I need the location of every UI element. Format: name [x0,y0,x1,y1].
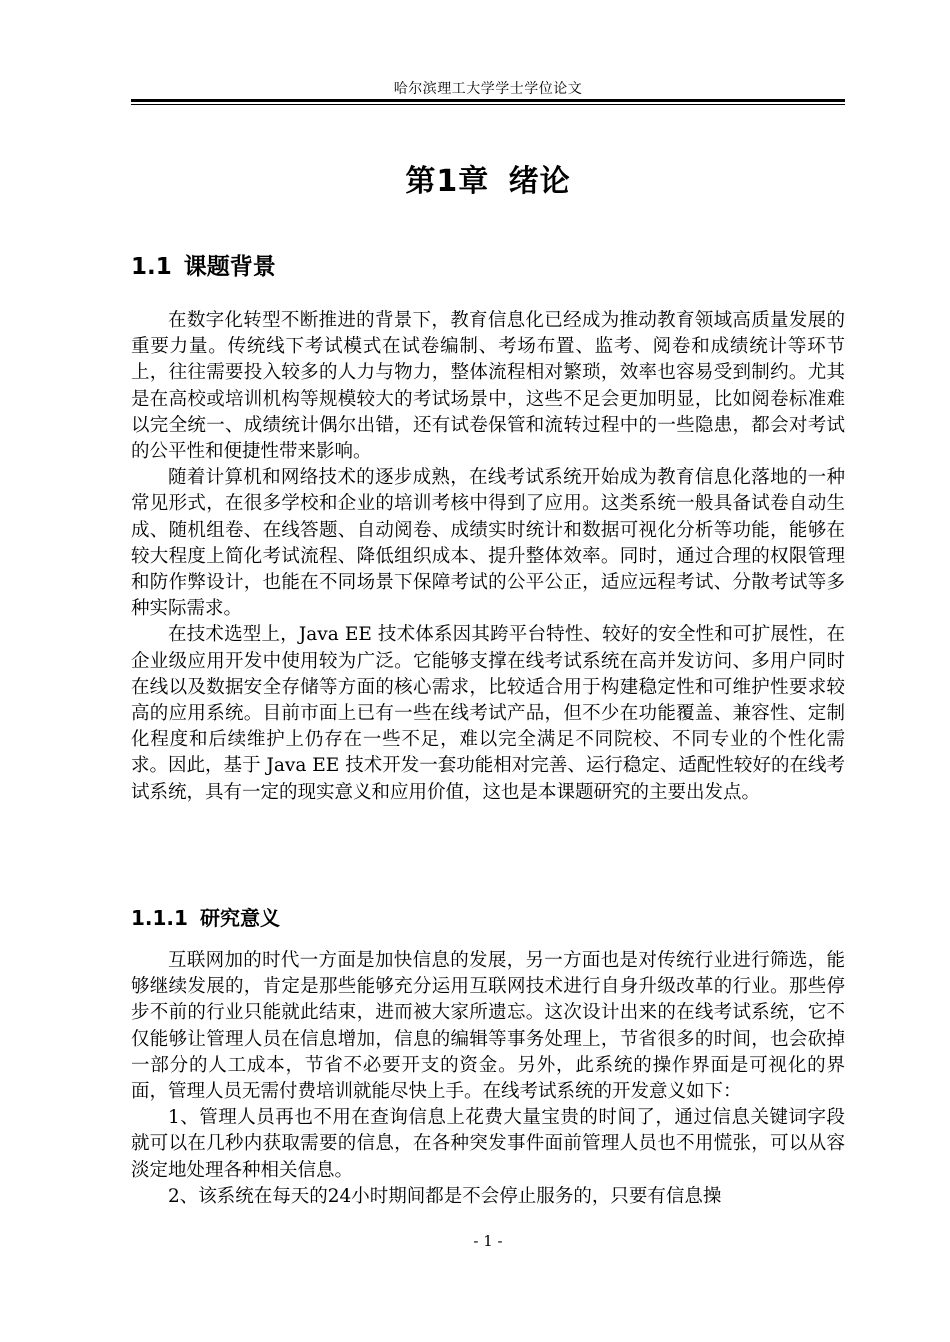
header-rule-thin [131,104,845,105]
paragraph: 在技术选型上，Java EE 技术体系因其跨平台特性、较好的安全性和可扩展性，在企业级应用开发中使用较为广泛。它能够支撑在线考试系统在高并发访问、多用户同时在线以及数据安全存储等方面的核心需求，比较适合用于构建稳定性和可维护性要求较高的应用系统。目前市面上已有一些在线考试产品，但不少在功能覆盖、兼容性、定制化程度和后续维护上仍存在一些不足，难以完全满足不同院校、不同专业的个性化需求。因此，基于 Java EE 技术开发一套功能相对完善、运行稳定、适配性较好的在线考试系统，具有一定的现实意义和应用价值，这也是本课题研究的主要出发点。 [131,624,845,803]
section-heading-1-1 [131,248,276,281]
section-title-text: 课题背景 [183,254,276,280]
list-item-paragraph: 1、管理人员再也不用在查询信息上花费大量宝贵的时间了，通过信息关键词字段就可以在几秒内获取需要的信息，在各种突发事件面前管理人员也不用慌张，可以从容淡定地处理各种相关信息。 [131,1107,845,1181]
paragraph: 互联网加的时代一方面是加快信息的发展，另一方面也是对传统行业进行筛选，能够继续发展的，肯定是那些能够充分运用互联网技术进行自身升级改革的行业。那些停步不前的行业只能就此结束，进而被大家所遗忘。这次设计出来的在线考试系统，它不仅能够让管理人员在信息增加，信息的编辑等事务处理上，节省很多的时间，也会砍掉一部分的人工成本，节省不必要开支的资金。另外，此系统的操作界面是可视化的界面，管理人员无需付费培训就能尽快上手。在线考试系统的开发意义如下： [131,950,845,1103]
paragraph: 随着计算机和网络技术的逐步成熟，在线考试系统开始成为教育信息化落地的一种常见形式，在很多学校和企业的培训考核中得到了应用。这类系统一般具备试卷自动生成、随机组卷、在线答题、自动阅卷、成绩实时统计和数据可视化分析等功能，能够在较大程度上简化考试流程、降低组织成本、提升整体效率。同时，通过合理的权限管理和防作弊设计，也能在不同场景下保障考试的公平公正，适应远程考试、分散考试等多种实际需求。 [131,467,845,620]
chapter-title: 第1章 绪论 [405,164,571,199]
subsection-number: 1.1.1 [131,906,188,930]
page-number: - 1 - [473,1232,503,1250]
running-header: 哈尔滨理工大学学士学位论文 [393,81,583,97]
section-heading-1-1-1 [131,902,280,931]
section-1-1-body [131,308,845,806]
header-rule-thick [131,99,845,102]
subsection-title-text: 研究意义 [199,906,280,930]
section-number: 1.1 [131,254,172,280]
section-1-1-1-body [131,948,845,1210]
paragraph: 在数字化转型不断推进的背景下，教育信息化已经成为推动教育领域高质量发展的重要力量。传统线下考试模式在试卷编制、考场布置、监考、阅卷和成绩统计等环节上，往往需要投入较多的人力与物力，整体流程相对繁琐，效率也容易受到制约。尤其是在高校或培训机构等规模较大的考试场景中，这些不足会更加明显，比如阅卷标准难以完全统一、成绩统计偶尔出错，还有试卷保管和流转过程中的一些隐患，都会对考试的公平性和便捷性带来影响。 [131,310,845,463]
list-item-paragraph: 2、该系统在每天的24小时期间都是不会停止服务的，只要有信息操 [168,1185,722,1207]
